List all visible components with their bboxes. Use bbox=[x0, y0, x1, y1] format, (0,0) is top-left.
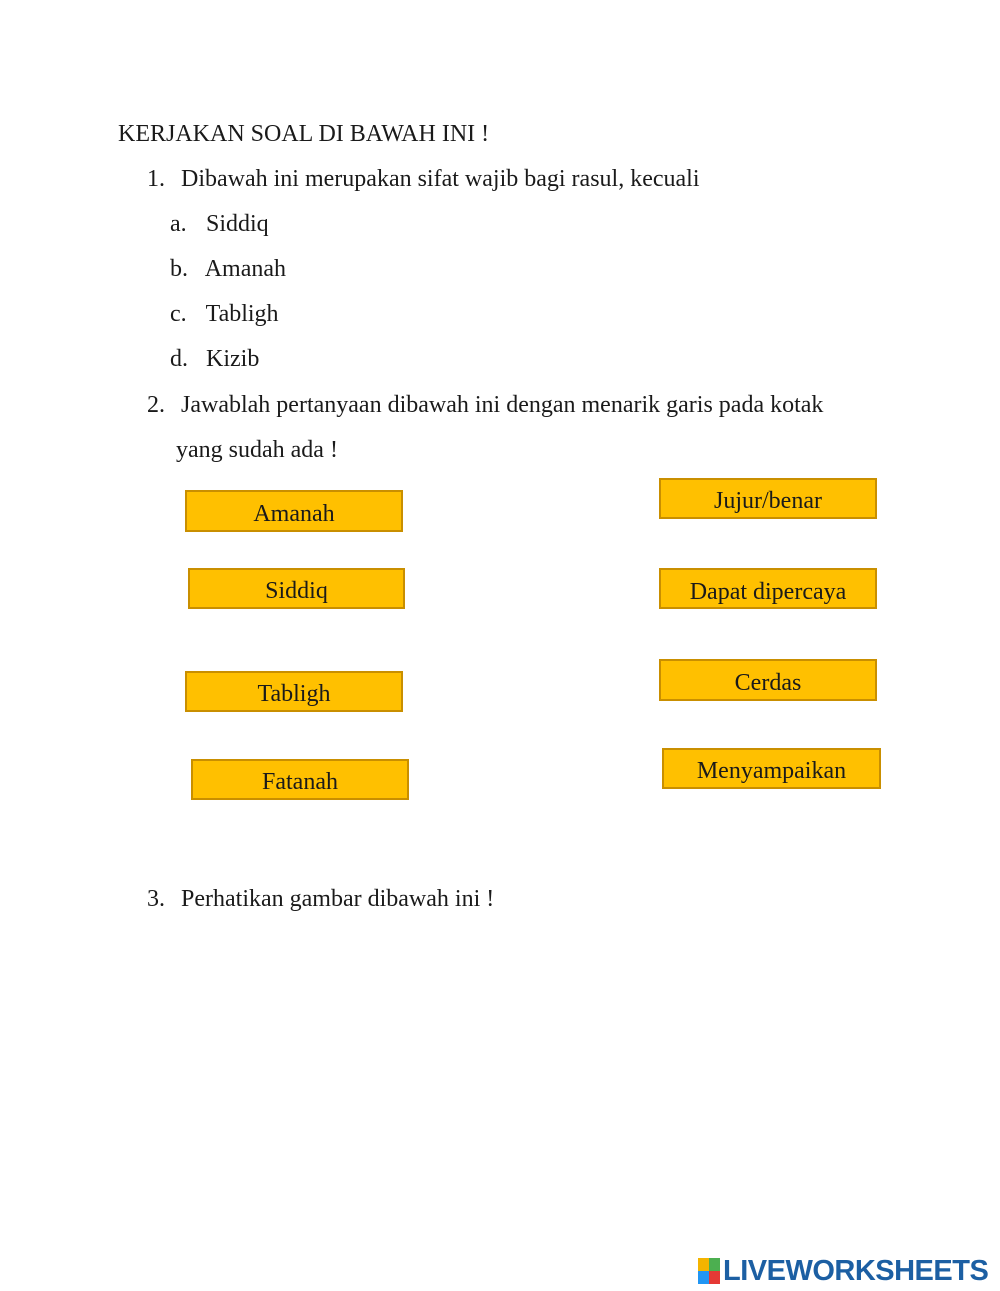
option-text: Tabligh bbox=[205, 301, 279, 327]
question-1-option-d bbox=[170, 344, 259, 374]
option-text: Kizib bbox=[206, 346, 260, 372]
liveworksheets-logo-text: LIVEWORKSHEETS bbox=[723, 1254, 989, 1287]
option-letter: a. bbox=[170, 211, 187, 237]
question-2 bbox=[147, 390, 823, 420]
match-box-right-cerdas[interactable]: Cerdas bbox=[659, 659, 877, 701]
question-1 bbox=[147, 164, 700, 194]
liveworksheets-logo bbox=[698, 1256, 988, 1286]
option-text: Amanah bbox=[204, 256, 286, 282]
question-1-text: Dibawah ini merupakan sifat wajib bagi rasul, kecuali bbox=[181, 166, 700, 192]
worksheet-instruction: KERJAKAN SOAL DI BAWAH INI ! bbox=[118, 121, 490, 147]
liveworksheets-logo-icon bbox=[698, 1258, 720, 1284]
question-3-number: 3. bbox=[147, 886, 165, 912]
match-box-right-jujur-benar[interactable]: Jujur/benar bbox=[659, 478, 877, 519]
match-box-left-amanah[interactable]: Amanah bbox=[185, 490, 403, 532]
option-text: Siddiq bbox=[206, 211, 269, 237]
match-box-left-fatanah[interactable]: Fatanah bbox=[191, 759, 409, 800]
question-3-text: Perhatikan gambar dibawah ini ! bbox=[181, 886, 495, 912]
question-1-option-b bbox=[170, 254, 286, 284]
option-letter: c. bbox=[170, 301, 187, 327]
match-box-left-siddiq[interactable]: Siddiq bbox=[188, 568, 405, 609]
question-3 bbox=[147, 884, 494, 914]
option-letter: d. bbox=[170, 346, 188, 372]
question-1-option-c bbox=[170, 299, 279, 329]
match-box-right-dapat-dipercaya[interactable]: Dapat dipercaya bbox=[659, 568, 877, 609]
question-1-number: 1. bbox=[147, 166, 165, 192]
question-2-text-line-2: yang sudah ada ! bbox=[176, 437, 338, 463]
match-box-left-tabligh[interactable]: Tabligh bbox=[185, 671, 403, 712]
question-2-number: 2. bbox=[147, 392, 165, 418]
match-box-right-menyampaikan[interactable]: Menyampaikan bbox=[662, 748, 881, 789]
question-1-option-a bbox=[170, 209, 269, 239]
question-2-text-line-1: Jawablah pertanyaan dibawah ini dengan menarik garis pada kotak bbox=[181, 392, 824, 418]
option-letter: b. bbox=[170, 256, 188, 282]
